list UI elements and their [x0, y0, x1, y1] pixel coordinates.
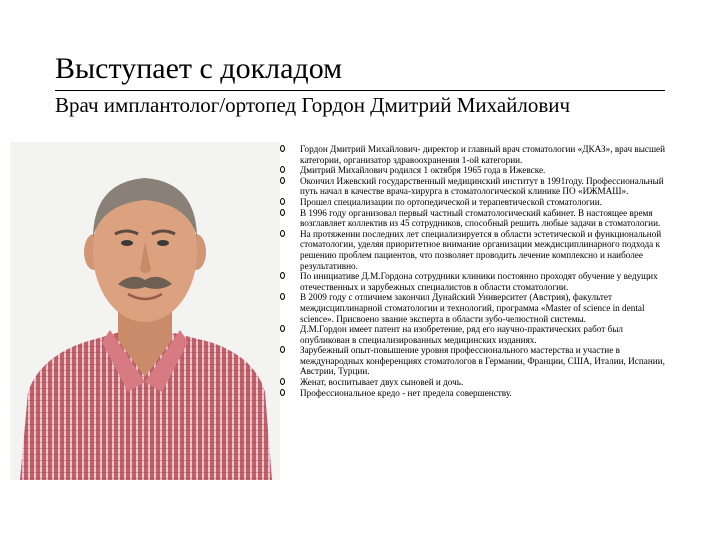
- slide-subtitle: Врач имплантолог/ортопед Гордон Дмитрий Михайлович: [55, 93, 571, 117]
- list-item: Дмитрий Михайлович родился 1 октября 1965 года в Ижевске.: [280, 165, 675, 176]
- list-item: Д.М.Гордон имеет патент на изобретение, ряд его научно-практических работ был опубликован в специализированных медицинских изданиях.: [280, 324, 675, 345]
- bullet-circle-icon: [280, 230, 285, 237]
- bullet-circle-icon: [280, 177, 285, 184]
- portrait-photo: [10, 142, 280, 480]
- list-item: Женат, воспитывает двух сыновей и дочь.: [280, 377, 675, 388]
- list-item: Профессиональное кредо - нет предела совершенству.: [280, 388, 675, 399]
- list-item: Окончил Ижевский государственный медицинский институт в 1991году. Профессиональный путь начал в качестве врача-хирурга в стоматологической клинике ПО «ИЖМАШ».: [280, 176, 675, 197]
- bio-bullet-list: [280, 144, 675, 398]
- portrait-illustration: [10, 142, 280, 480]
- bullet-circle-icon: [280, 378, 285, 385]
- list-item: По инициативе Д.М.Гордона сотрудники клиники постоянно проходят обучение у ведущих отечественных и зарубежных специалистов в области стоматологии.: [280, 271, 675, 292]
- list-item: Гордон Дмитрий Михайлович- директор и главный врач стоматологии «ДКАЗ», врач высшей категории, организатор здравоохранения 1-ой категории.: [280, 144, 675, 165]
- bullet-circle-icon: [280, 209, 285, 216]
- bullet-circle-icon: [280, 198, 285, 205]
- list-item: На протяжении последних лет специализируется в области эстетической и функциональной стоматологии, уделяя приоритетное внимание организации междисциплинарного подхода к решению проблем пациентов, что позволяет проводить лечение комплексно и наиболее результативно.: [280, 229, 675, 271]
- bullet-circle-icon: [280, 293, 285, 300]
- list-item: Прошел специализации по ортопедической и терапевтической стоматологии.: [280, 197, 675, 208]
- list-item: В 1996 году организовал первый частный стоматологический кабинет. В настоящее время возглавляет коллектив из 45 сотрудников, способный решить любые задачи в стоматологии.: [280, 208, 675, 229]
- list-item: Зарубежный опыт-повышение уровня профессионального мастерства и участие в международных конференциях стоматологов в Германии, Франции, США, Италии, Испании, Австрии, Турции.: [280, 345, 675, 377]
- bullet-circle-icon: [280, 272, 285, 279]
- bullet-circle-icon: [280, 166, 285, 173]
- slide-title: Выступает с докладом: [55, 52, 343, 85]
- title-divider: [55, 90, 665, 91]
- bullet-circle-icon: [280, 346, 285, 353]
- list-item: В 2009 году с отличием закончил Дунайский Университет (Австрия), факультет междисциплинарной стоматологии и технологий, программа «Master of science in dental science». Присвоено звание эксперта в области зубо-челюстной системы.: [280, 292, 675, 324]
- bullet-circle-icon: [280, 325, 285, 332]
- bullet-circle-icon: [280, 389, 285, 396]
- bullet-circle-icon: [280, 145, 285, 152]
